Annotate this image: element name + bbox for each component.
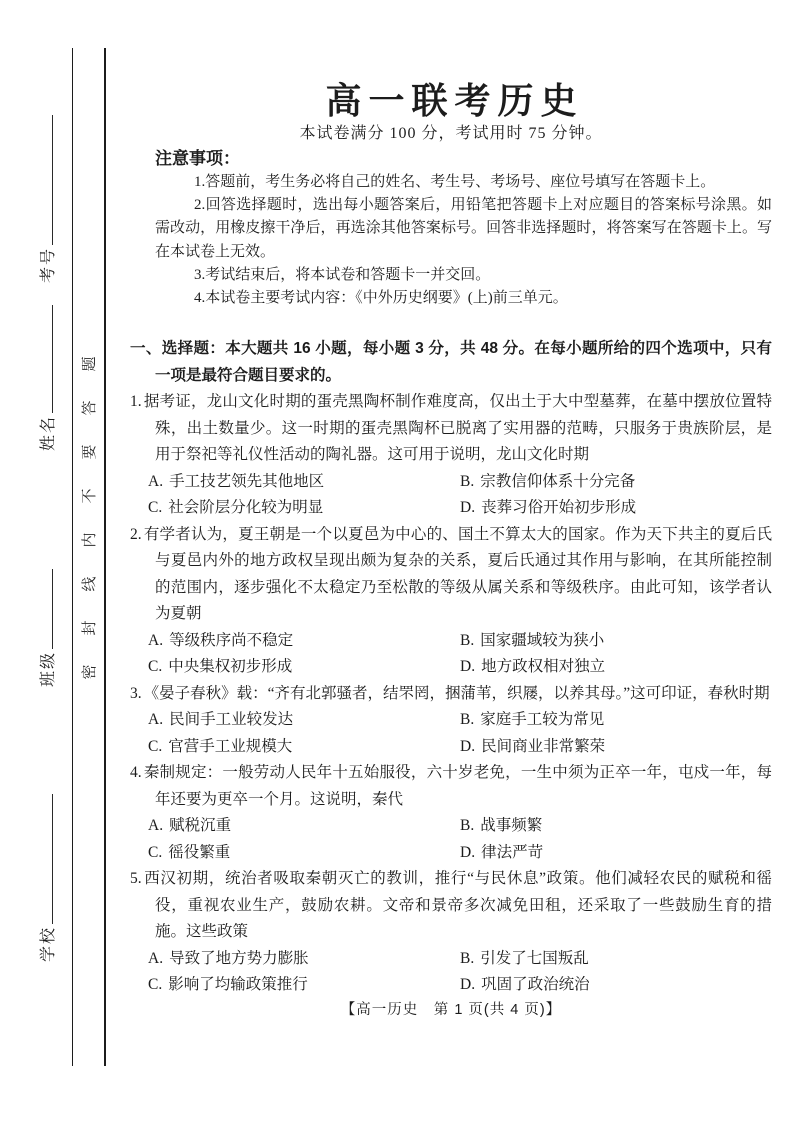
- seal-line-outer: [104, 48, 106, 1066]
- option-row: [130, 469, 772, 496]
- class-blank: [38, 569, 53, 649]
- option-row: [130, 946, 772, 973]
- question-text: 西汉初期，统治者吸取秦朝灭亡的教训，推行“与民休息”政策。他们减轻农民的赋税和徭役，重视农业生产，鼓励农耕。文帝和景帝多次减免田租，还采取了一些鼓励生育的措施。这些政策: [143, 870, 772, 941]
- notice-item: 4.本试卷主要考试内容：《中外历史纲要》(上)前三单元。: [194, 290, 568, 307]
- seal-text-char: 题: [81, 356, 98, 372]
- option-row: [130, 707, 772, 734]
- option-text: 影响了均输政策推行: [168, 976, 308, 994]
- option-row: [130, 628, 772, 655]
- option-label: B.: [460, 711, 475, 729]
- option-label: A.: [148, 472, 164, 490]
- question-4: [130, 760, 772, 866]
- notice-heading: 注意事项：: [155, 149, 240, 168]
- option-c: [148, 734, 460, 761]
- option-text: 地方政权相对独立: [481, 658, 606, 676]
- option-label: B.: [460, 472, 475, 490]
- school-field: [37, 790, 61, 962]
- option-b: [460, 813, 542, 840]
- option-b: [460, 469, 635, 496]
- notice-item: 1.答题前，考生务必将自己的姓名、考生号、考场号、座位号填写在答题卡上。: [194, 174, 716, 190]
- seal-text: [79, 342, 97, 694]
- school-label: 学校: [40, 925, 57, 962]
- student-name-blank: [38, 305, 53, 413]
- question-2: [130, 522, 772, 681]
- option-text: 中央集权初步形成: [168, 658, 293, 676]
- option-label: C.: [148, 658, 163, 676]
- class-label: 班级: [40, 650, 57, 687]
- option-label: D.: [460, 658, 476, 676]
- question-stem: [130, 866, 772, 946]
- option-label: A.: [148, 949, 164, 967]
- option-a: [148, 813, 460, 840]
- option-c: [148, 840, 460, 867]
- option-a: [148, 628, 460, 655]
- option-c: [148, 495, 460, 522]
- option-label: B.: [460, 817, 475, 835]
- option-label: B.: [460, 949, 475, 967]
- option-label: D.: [460, 499, 476, 517]
- option-a: [148, 469, 460, 496]
- question-number: 3.: [130, 684, 142, 702]
- page-footer: 【高一历史 第 1 页(共 4 页)】: [340, 1001, 562, 1018]
- option-text: 手工技艺领先其他地区: [169, 472, 325, 490]
- question-text: 《晏子春秋》载：“齐有北郭骚者，结罘罔，捆蒲苇，织屦，以养其母。”这可印证，春秋时期: [143, 684, 770, 702]
- question-3: [130, 681, 772, 761]
- option-text: 等级秩序尚不稳定: [169, 631, 294, 649]
- question-stem: [130, 389, 772, 469]
- question-section: [130, 336, 772, 1021]
- option-row: [130, 734, 772, 761]
- option-row: [130, 813, 772, 840]
- option-label: C.: [148, 843, 163, 861]
- question-text: 有学者认为，夏王朝是一个以夏邑为中心的、国土不算太大的国家。作为天下共主的夏后氏与夏邑内外的地方政权呈现出颇为复杂的关系，夏后氏通过其作用与影响，在其所能控制的范围内，逐步强化不太稳定乃至松散的等级从属关系和等级秩序。由此可知，该学者认为夏朝: [143, 525, 772, 623]
- option-row: [130, 654, 772, 681]
- option-text: 丧葬习俗开始初步形成: [481, 499, 637, 517]
- option-row: [130, 972, 772, 999]
- option-label: A.: [148, 711, 164, 729]
- option-text: 巩固了政治统治: [481, 976, 590, 994]
- option-row: [130, 495, 772, 522]
- exam-number-field: [37, 111, 61, 283]
- option-label: D.: [460, 976, 476, 994]
- notice-item: 3.考试结束后，将本试卷和答题卡一并交回。: [194, 266, 491, 283]
- option-label: D.: [460, 843, 476, 861]
- option-text: 家庭手工较为常见: [480, 711, 605, 729]
- option-label: C.: [148, 976, 163, 994]
- option-text: 赋税沉重: [169, 817, 232, 835]
- option-d: [460, 654, 605, 681]
- option-label: C.: [148, 499, 163, 517]
- seal-line-inner: [72, 48, 73, 1066]
- option-b: [460, 946, 589, 973]
- class-field: [37, 565, 61, 687]
- seal-text-char: 要: [81, 444, 98, 460]
- option-row: [130, 840, 772, 867]
- option-a: [148, 946, 460, 973]
- student-name-field: [37, 301, 61, 451]
- question-number: 1.: [130, 393, 142, 411]
- exam-number-blank: [38, 115, 53, 245]
- question-number: 4.: [130, 764, 142, 782]
- option-c: [148, 972, 460, 999]
- option-text: 社会阶层分化较为明显: [168, 499, 324, 517]
- option-text: 导致了地方势力膨胀: [169, 949, 309, 967]
- seal-text-char: 答: [81, 400, 98, 416]
- option-text: 律法严苛: [481, 843, 544, 861]
- question-number: 2.: [130, 525, 142, 543]
- exam-number-label: 考号: [40, 246, 57, 283]
- seal-text-char: 不: [81, 488, 98, 504]
- option-d: [460, 495, 636, 522]
- option-text: 战事频繁: [480, 817, 543, 835]
- exam-content: [130, 75, 772, 1021]
- seal-text-char: 封: [81, 620, 98, 636]
- exam-subtitle: 本试卷满分 100 分，考试用时 75 分钟。: [299, 125, 603, 142]
- question-stem: [130, 681, 772, 708]
- seal-text-char: 密: [81, 664, 98, 680]
- question-number: 5.: [130, 870, 142, 888]
- option-a: [148, 707, 460, 734]
- option-b: [460, 707, 604, 734]
- exam-title: 高一联考历史: [325, 80, 584, 121]
- question-stem: [130, 522, 772, 628]
- option-text: 官营手工业规模大: [168, 737, 293, 755]
- option-c: [148, 654, 460, 681]
- option-label: B.: [460, 631, 475, 649]
- notice-list: [155, 171, 772, 310]
- option-text: 国家疆域较为狭小: [480, 631, 605, 649]
- question-1: [130, 389, 772, 522]
- notice-item: 2.回答选择题时，选出每小题答案后，用铅笔把答题卡上对应题目的答案标号涂黑。如需改动，用橡皮擦干净后，再选涂其他答案标号。回答非选择题时，将答案写在答题卡上。写在本试卷上无效。: [155, 197, 772, 260]
- school-blank: [38, 794, 53, 924]
- seal-text-char: 线: [81, 576, 98, 592]
- option-d: [460, 734, 605, 761]
- option-text: 民间商业非常繁荣: [481, 737, 606, 755]
- question-stem: [130, 760, 772, 813]
- option-text: 徭役繁重: [168, 843, 231, 861]
- option-label: A.: [148, 631, 164, 649]
- seal-text-char: 内: [81, 532, 98, 548]
- option-text: 民间手工业较发达: [169, 711, 294, 729]
- option-label: A.: [148, 817, 164, 835]
- student-name-label: 姓名: [40, 414, 57, 451]
- option-label: D.: [460, 737, 476, 755]
- question-5: [130, 866, 772, 999]
- question-text: 秦制规定：一般劳动人民年十五始服役，六十岁老免，一生中须为正卒一年，屯戍一年，每年还要为更卒一个月。这说明，秦代: [143, 764, 772, 808]
- option-b: [460, 628, 604, 655]
- option-d: [460, 972, 590, 999]
- question-text: 据考证，龙山文化时期的蛋壳黑陶杯制作难度高，仅出土于大中型墓葬，在墓中摆放位置特殊，出土数量少。这一时期的蛋壳黑陶杯已脱离了实用器的范畴，只服务于贵族阶层，是用于祭祀等礼仪性活动的陶礼器。这可用于说明，龙山文化时期: [143, 393, 772, 464]
- option-text: 宗教信仰体系十分完备: [480, 472, 636, 490]
- section-header: 一、选择题：本大题共 16 小题，每小题 3 分，共 48 分。在每小题所给的四个选项中，只有一项是最符合题目要求的。: [130, 340, 772, 384]
- option-text: 引发了七国叛乱: [480, 949, 589, 967]
- option-label: C.: [148, 737, 163, 755]
- option-d: [460, 840, 543, 867]
